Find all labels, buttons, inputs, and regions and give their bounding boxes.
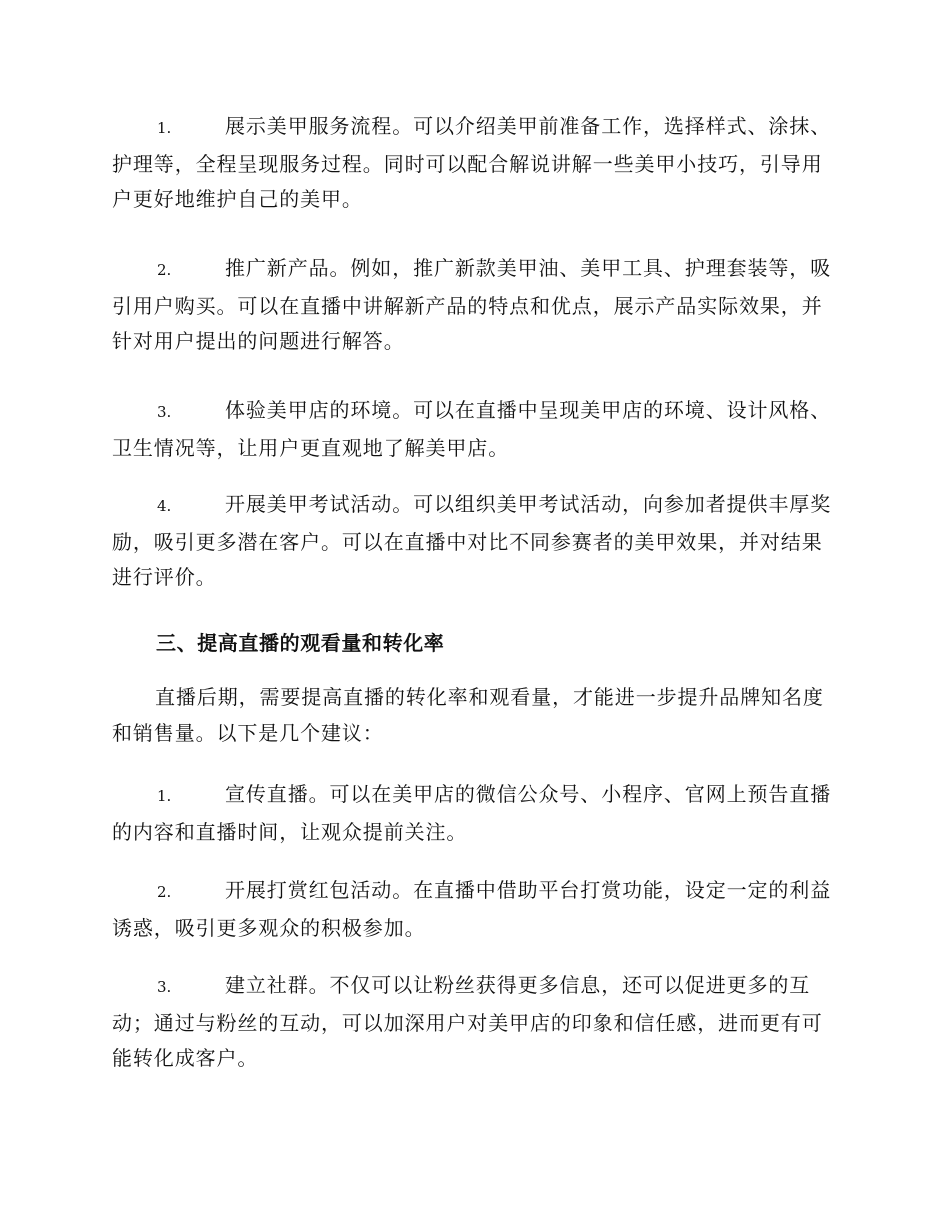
list-item-text: 开展美甲考试活动。可以组织美甲考试活动，向参加者提供丰厚奖励，吸引更多潜在客户。可以在直播中对比不同参赛者的美甲效果，并对结果进行评价。 (112, 492, 832, 589)
section-heading: 三、提高直播的观看量和转化率 (156, 631, 445, 655)
list-item (112, 109, 832, 218)
list-item-number: 2. (157, 261, 172, 279)
list-item-text: 开展打赏红包活动。在直播中借助平台打赏功能，设定一定的利益诱惑，吸引更多观众的积极参加。 (112, 878, 832, 940)
list-item (112, 968, 832, 1077)
list-item-number: 3. (157, 978, 172, 996)
list-item-number: 4. (157, 497, 172, 515)
list-item (112, 873, 832, 946)
list-item (112, 393, 832, 466)
list-item (112, 487, 832, 596)
list-item-number: 1. (157, 787, 172, 805)
intro-text: 直播后期，需要提高直播的转化率和观看量，才能进一步提升品牌知名度和销售量。以下是几个建议： (112, 685, 824, 745)
list-item (112, 251, 832, 360)
list-item-number: 2. (157, 883, 172, 901)
list-item-number: 1. (157, 119, 172, 137)
list-item-number: 3. (157, 403, 172, 421)
intro-paragraph (112, 680, 832, 751)
list-item-text: 宣传直播。可以在美甲店的微信公众号、小程序、官网上预告直播的内容和直播时间，让观众提前关注。 (112, 782, 832, 844)
list-item-text: 体验美甲店的环境。可以在直播中呈现美甲店的环境、设计风格、卫生情况等，让用户更直观地了解美甲店。 (112, 398, 832, 460)
list-item (112, 777, 832, 850)
list-item-text: 推广新产品。例如，推广新款美甲油、美甲工具、护理套装等，吸引用户购买。可以在直播中讲解新产品的特点和优点，展示产品实际效果，并针对用户提出的问题进行解答。 (112, 256, 832, 353)
list-item-text: 展示美甲服务流程。可以介绍美甲前准备工作，选择样式、涂抹、护理等，全程呈现服务过程。同时可以配合解说讲解一些美甲小技巧，引导用户更好地维护自己的美甲。 (112, 114, 832, 211)
list-item-text: 建立社群。不仅可以让粉丝获得更多信息，还可以促进更多的互动；通过与粉丝的互动，可以加深用户对美甲店的印象和信任感，进而更有可能转化成客户。 (112, 973, 823, 1070)
